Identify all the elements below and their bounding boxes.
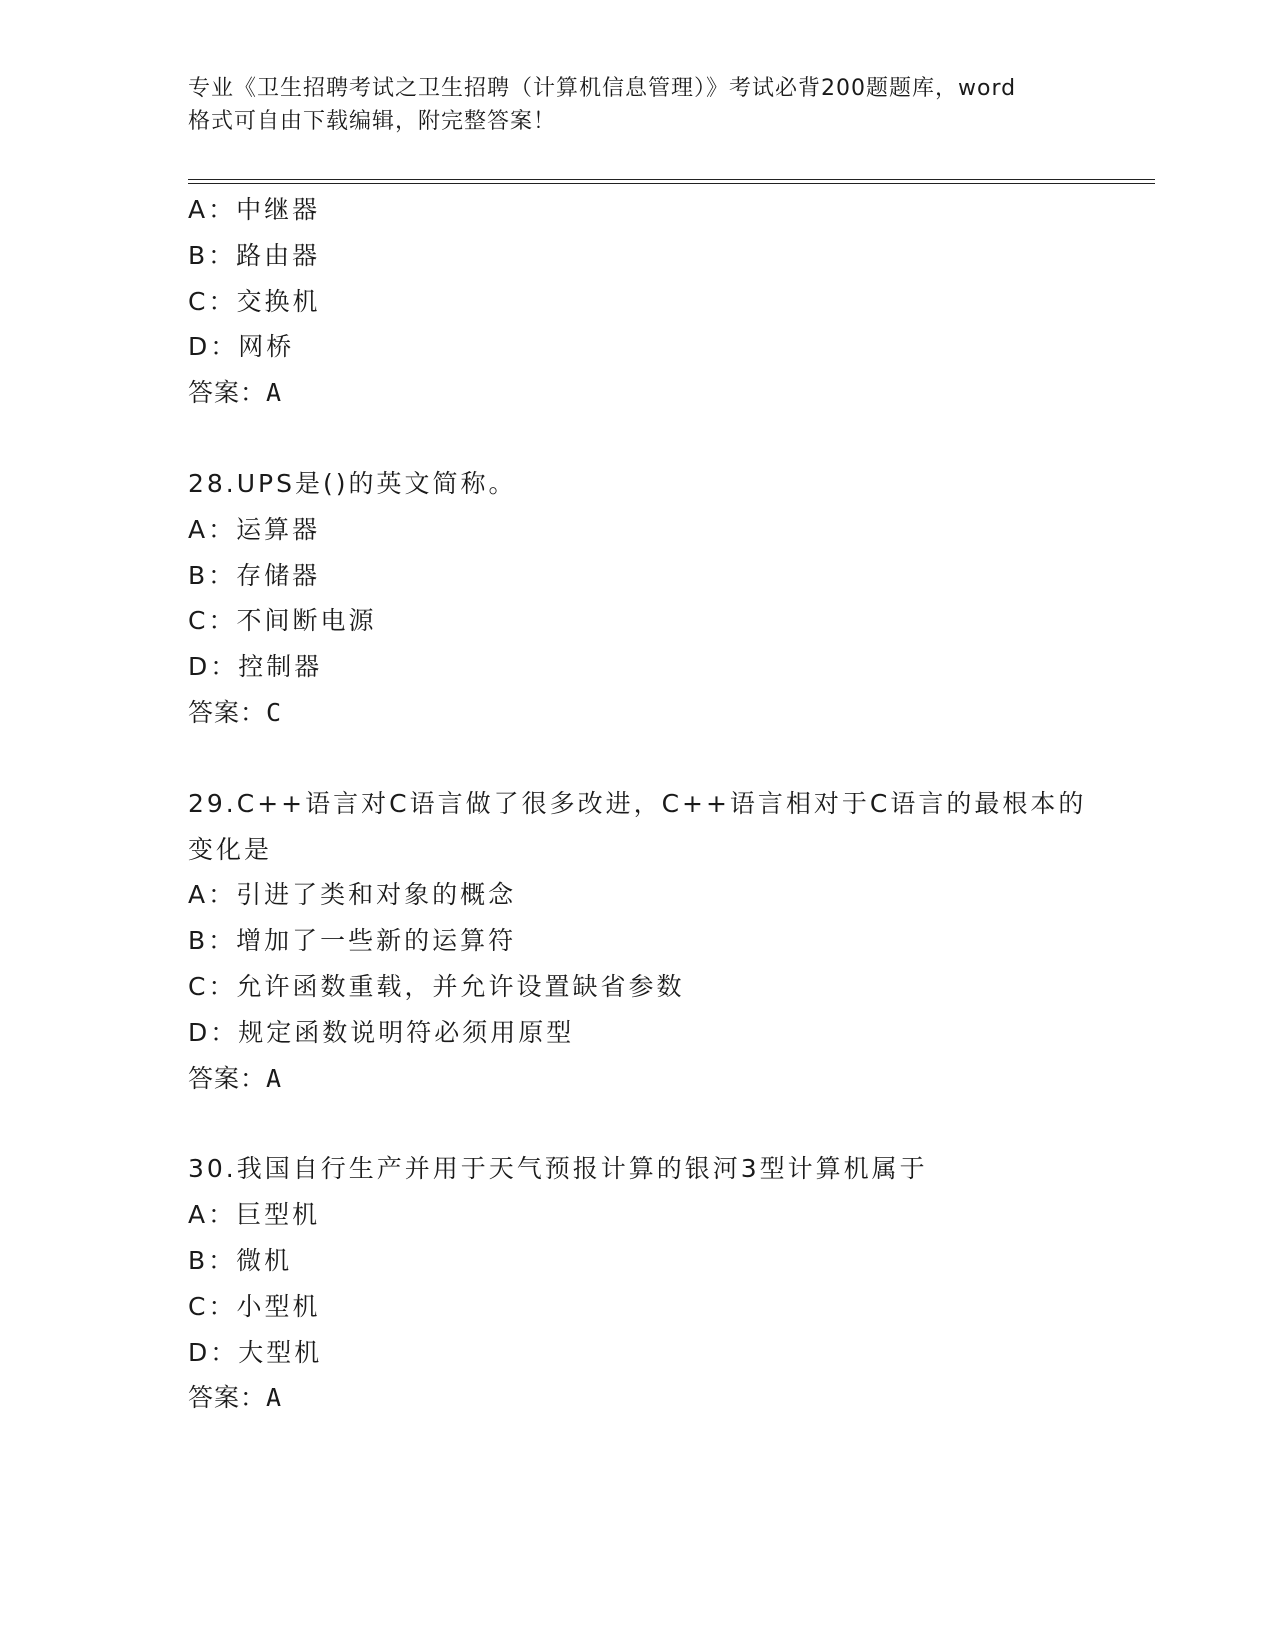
question-27 — [188, 187, 1088, 416]
question-stem-line-2: 变化是 — [188, 834, 273, 864]
answer-line — [188, 370, 1088, 416]
answer-line — [188, 1375, 1088, 1421]
answer-label: 答案： — [188, 378, 267, 408]
header-divider-top — [188, 179, 1155, 180]
answer-value: A — [266, 1063, 283, 1093]
option-c: C：不间断电源 — [188, 606, 377, 636]
option-a: A：引进了类和对象的概念 — [188, 880, 517, 910]
question-29 — [188, 781, 1088, 1102]
answer-label: 答案： — [188, 1063, 267, 1093]
option-d: D：规定函数说明符必须用原型 — [188, 1017, 575, 1047]
header-divider-bottom — [188, 183, 1155, 184]
option-a: A：运算器 — [188, 514, 321, 544]
answer-value: A — [266, 1383, 283, 1413]
option-c: C：交换机 — [188, 286, 321, 316]
question-gap — [188, 416, 1088, 461]
option-c: C：小型机 — [188, 1291, 321, 1321]
option-c: C：允许函数重载，并允许设置缺省参数 — [188, 971, 685, 1001]
answer-line — [188, 1056, 1088, 1102]
question-stem: 28.UPS是()的英文简称。 — [188, 468, 517, 498]
option-d: D：控制器 — [188, 652, 323, 682]
option-b: B：路由器 — [188, 240, 321, 270]
question-list — [188, 187, 1088, 1421]
answer-value: C — [266, 697, 283, 727]
option-d: D：大型机 — [188, 1337, 323, 1367]
question-30 — [188, 1146, 1088, 1421]
option-d: D：网桥 — [188, 332, 295, 362]
document-header — [188, 72, 1088, 138]
header-line-2: 格式可自由下载编辑，附完整答案！ — [188, 109, 557, 134]
option-b: B：存储器 — [188, 560, 321, 590]
option-a: A：巨型机 — [188, 1200, 321, 1230]
answer-value: A — [266, 378, 283, 408]
answer-line — [188, 690, 1088, 736]
answer-label: 答案： — [188, 697, 267, 727]
question-28 — [188, 461, 1088, 736]
option-a: A：中继器 — [188, 195, 321, 224]
question-stem-line-1: 29.C++语言对C语言做了很多改进，C++语言相对于C语言的最根本的 — [188, 788, 1087, 818]
option-b: B：增加了一些新的运算符 — [188, 926, 517, 956]
option-b: B：微机 — [188, 1245, 293, 1275]
question-gap — [188, 736, 1088, 781]
header-line-1: 专业《卫生招聘考试之卫生招聘（计算机信息管理）》考试必背200题题库，word — [188, 76, 1017, 101]
question-gap — [188, 1101, 1088, 1146]
answer-label: 答案： — [188, 1383, 267, 1413]
question-stem: 30.我国自行生产并用于天气预报计算的银河3型计算机属于 — [188, 1154, 928, 1184]
